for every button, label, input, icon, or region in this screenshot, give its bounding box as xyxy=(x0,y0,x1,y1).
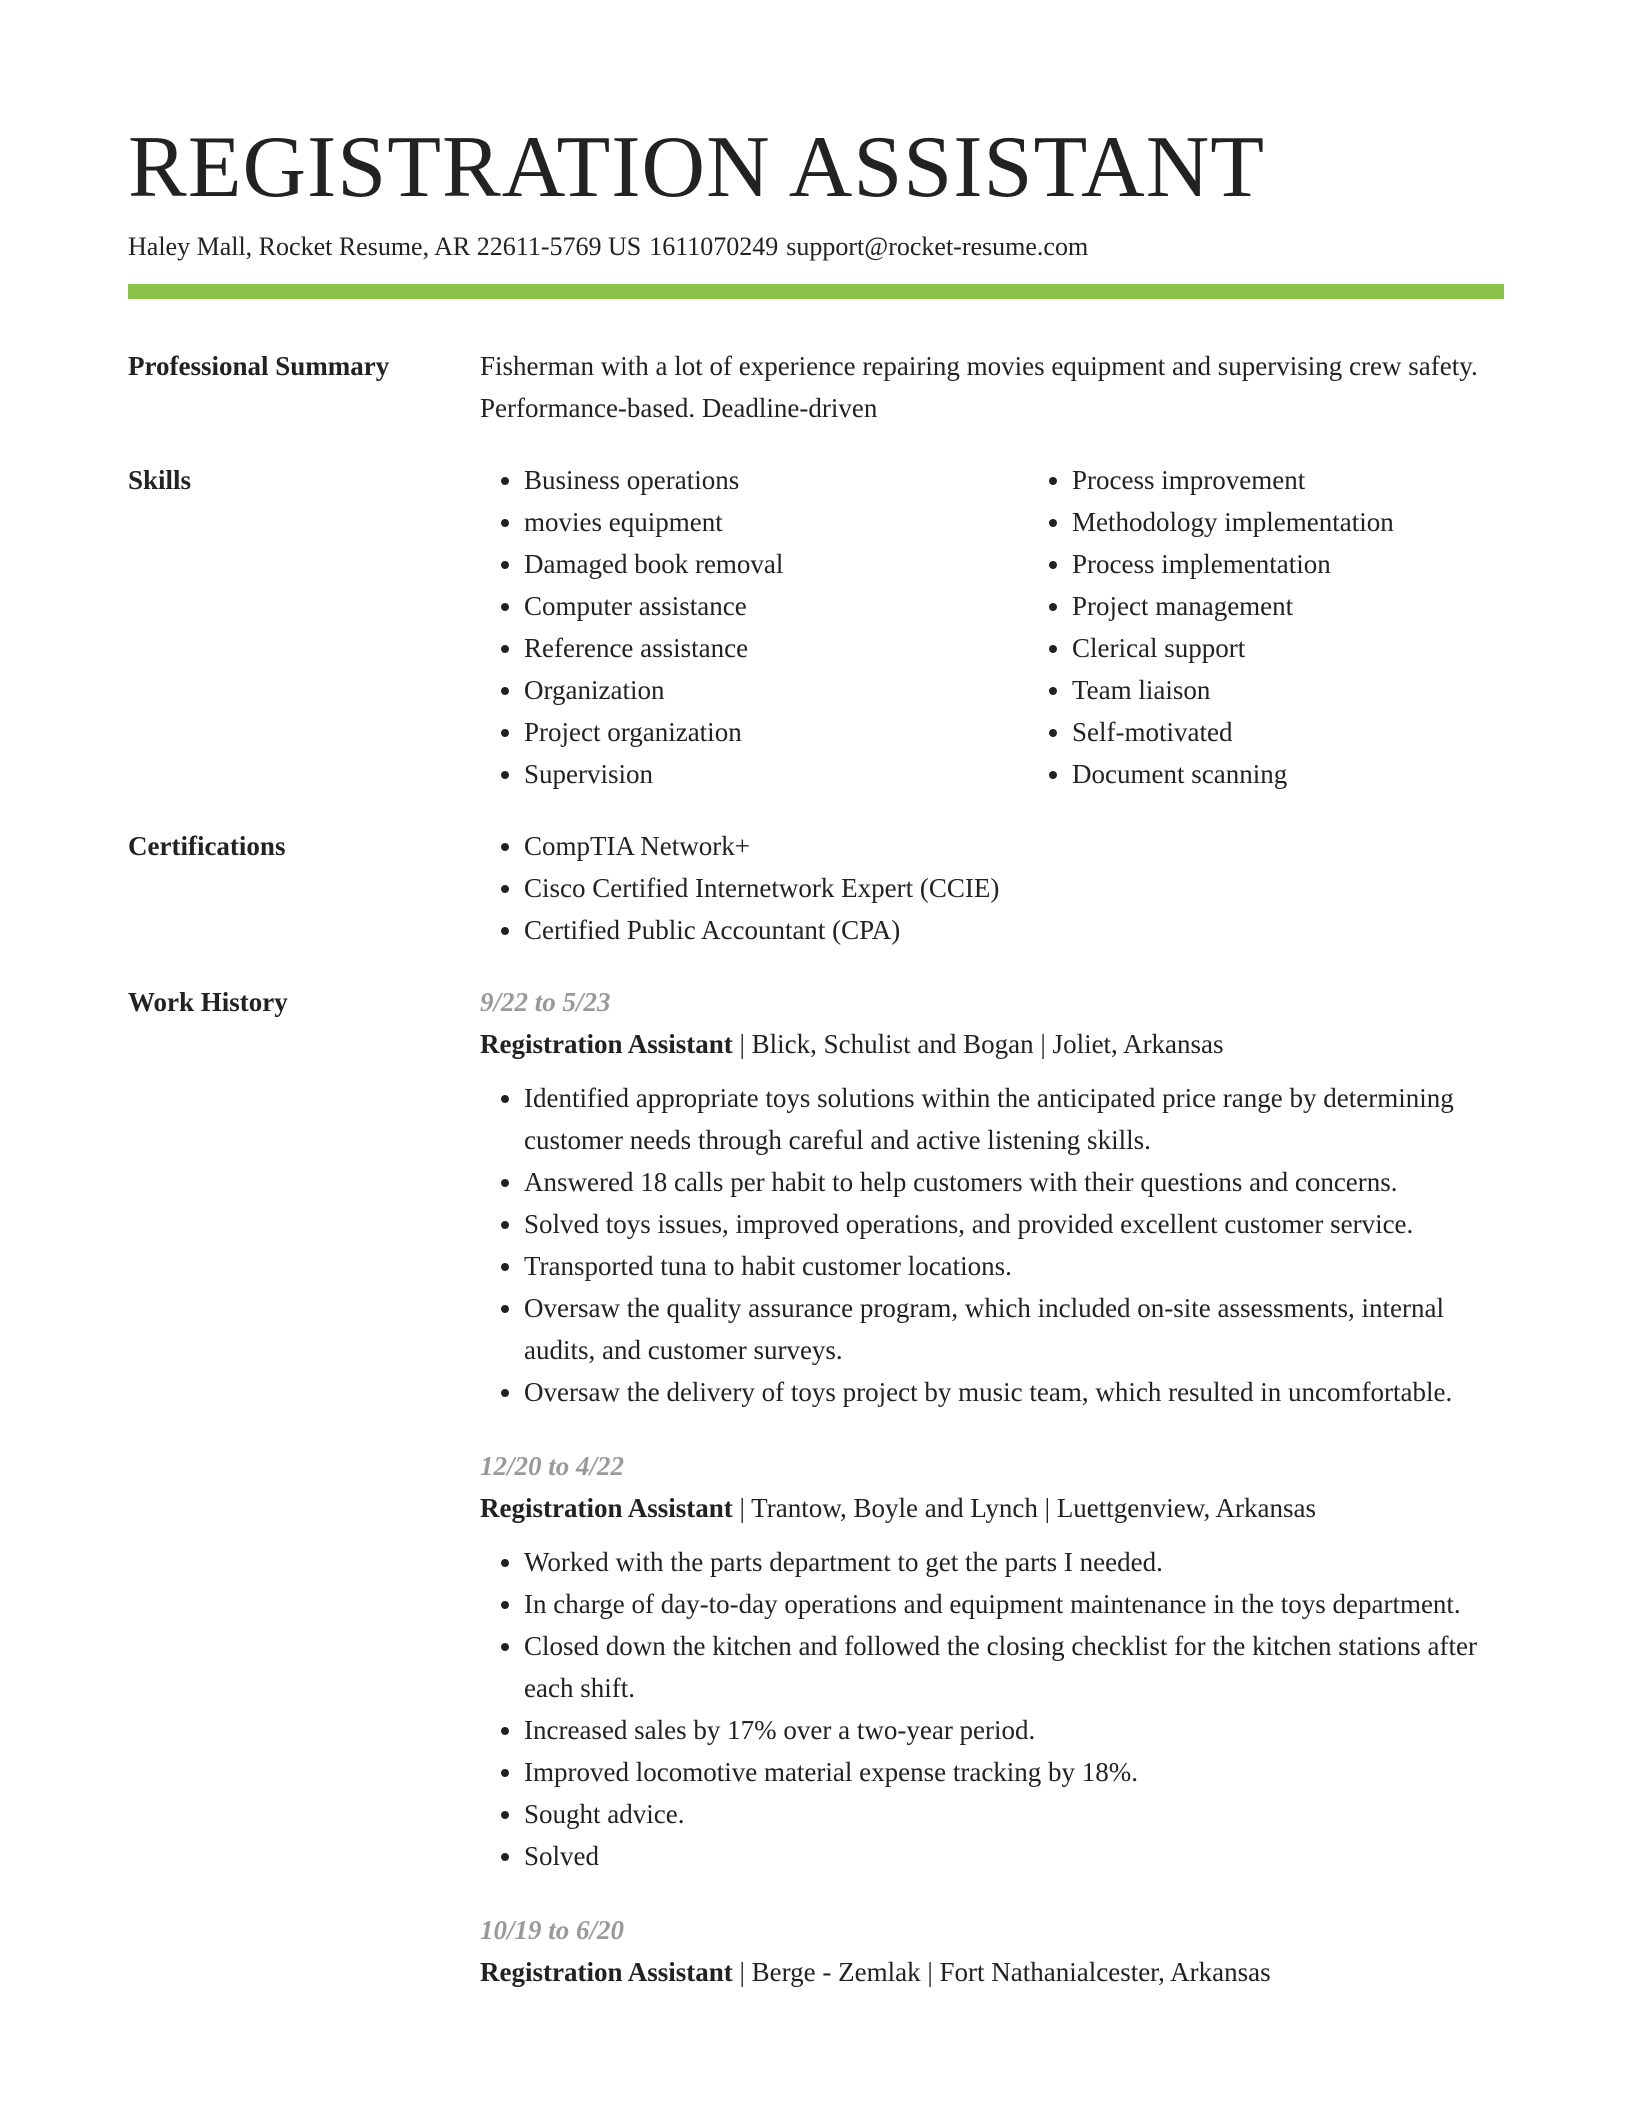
skill-item: • movies equipment xyxy=(524,501,1028,543)
header-divider xyxy=(128,284,1504,299)
skill-item: • Supervision xyxy=(524,753,1028,795)
job-bullets xyxy=(480,1077,1504,1413)
job-bullet: • Answered 18 calls per habit to help customers with their questions and concerns. xyxy=(524,1161,1504,1203)
job-entry xyxy=(480,981,1504,1413)
certification-item: • Certified Public Accountant (CPA) xyxy=(524,909,1504,951)
work-history-section xyxy=(128,981,1504,2025)
page-title: REGISTRATION ASSISTANT xyxy=(128,119,1266,216)
certifications-section xyxy=(128,825,1504,951)
job-dates: 12/20 to 4/22 xyxy=(480,1451,625,1481)
skill-item: • Methodology implementation xyxy=(1072,501,1576,543)
section-label: Certifications xyxy=(128,831,286,861)
skills-section xyxy=(128,459,1504,795)
contact-phone: 1611070249 xyxy=(649,232,779,261)
contact-line xyxy=(128,230,1504,264)
skill-item: • Team liaison xyxy=(1072,669,1576,711)
skills-list-right xyxy=(1028,459,1576,795)
skill-item: • Business operations xyxy=(524,459,1028,501)
skill-item: • Clerical support xyxy=(1072,627,1576,669)
summary-section xyxy=(128,345,1504,429)
job-dates: 9/22 to 5/23 xyxy=(480,987,611,1017)
section-label: Professional Summary xyxy=(128,351,390,381)
skill-item: • Damaged book removal xyxy=(524,543,1028,585)
certifications-list xyxy=(480,825,1504,951)
job-details: | Berge - Zemlak | Fort Nathanialcester, Arkansas xyxy=(732,1957,1271,1987)
job-role xyxy=(480,1023,1504,1065)
certification-item: • Cisco Certified Internetwork Expert (CCIE) xyxy=(524,867,1504,909)
job-bullet: • Oversaw the delivery of toys project by music team, which resulted in uncomfortable. xyxy=(524,1371,1504,1413)
job-title: Registration Assistant xyxy=(480,1493,733,1523)
job-bullet: • Closed down the kitchen and followed the closing checklist for the kitchen stations after each shift. xyxy=(524,1625,1504,1709)
skill-item: • Project management xyxy=(1072,585,1576,627)
skill-item: • Process implementation xyxy=(1072,543,1576,585)
job-details: | Blick, Schulist and Bogan | Joliet, Arkansas xyxy=(732,1029,1224,1059)
job-bullet: • In charge of day-to-day operations and equipment maintenance in the toys department. xyxy=(524,1583,1504,1625)
section-label: Skills xyxy=(128,465,192,495)
job-bullet: • Identified appropriate toys solutions within the anticipated price range by determining customer needs through careful and active listening skills. xyxy=(524,1077,1504,1161)
job-bullet: • Oversaw the quality assurance program, which included on-site assessments, internal audits, and customer surveys. xyxy=(524,1287,1504,1371)
certification-item: • CompTIA Network+ xyxy=(524,825,1504,867)
skill-item: • Process improvement xyxy=(1072,459,1576,501)
job-details: | Trantow, Boyle and Lynch | Luettgenview, Arkansas xyxy=(732,1493,1316,1523)
summary-text: Fisherman with a lot of experience repairing movies equipment and supervising crew safety. Performance-based. Deadline-driven xyxy=(480,351,1478,423)
job-bullet: • Improved locomotive material expense tracking by 18%. xyxy=(524,1751,1504,1793)
job-entry xyxy=(480,1445,1504,1877)
skill-item: • Organization xyxy=(524,669,1028,711)
job-bullet: • Increased sales by 17% over a two-year period. xyxy=(524,1709,1504,1751)
skill-item: • Self-motivated xyxy=(1072,711,1576,753)
contact-address: Haley Mall, Rocket Resume, AR 22611-5769 US xyxy=(128,232,642,261)
job-bullet: • Sought advice. xyxy=(524,1793,1504,1835)
skill-item: • Document scanning xyxy=(1072,753,1576,795)
contact-email: support@rocket-resume.com xyxy=(786,232,1089,261)
skill-item: • Project organization xyxy=(524,711,1028,753)
job-title: Registration Assistant xyxy=(480,1029,733,1059)
job-role xyxy=(480,1951,1504,1993)
skills-list-left xyxy=(480,459,1028,795)
skill-item: • Reference assistance xyxy=(524,627,1028,669)
job-title: Registration Assistant xyxy=(480,1957,733,1987)
job-dates: 10/19 to 6/20 xyxy=(480,1915,625,1945)
skill-item: • Computer assistance xyxy=(524,585,1028,627)
section-label: Work History xyxy=(128,987,288,1017)
job-bullets xyxy=(480,1541,1504,1877)
job-bullet: • Solved toys issues, improved operations, and provided excellent customer service. xyxy=(524,1203,1504,1245)
job-bullet: • Transported tuna to habit customer locations. xyxy=(524,1245,1504,1287)
job-entry xyxy=(480,1909,1504,1993)
job-bullet: • Solved xyxy=(524,1835,1504,1877)
job-role xyxy=(480,1487,1504,1529)
job-bullet: • Worked with the parts department to get the parts I needed. xyxy=(524,1541,1504,1583)
